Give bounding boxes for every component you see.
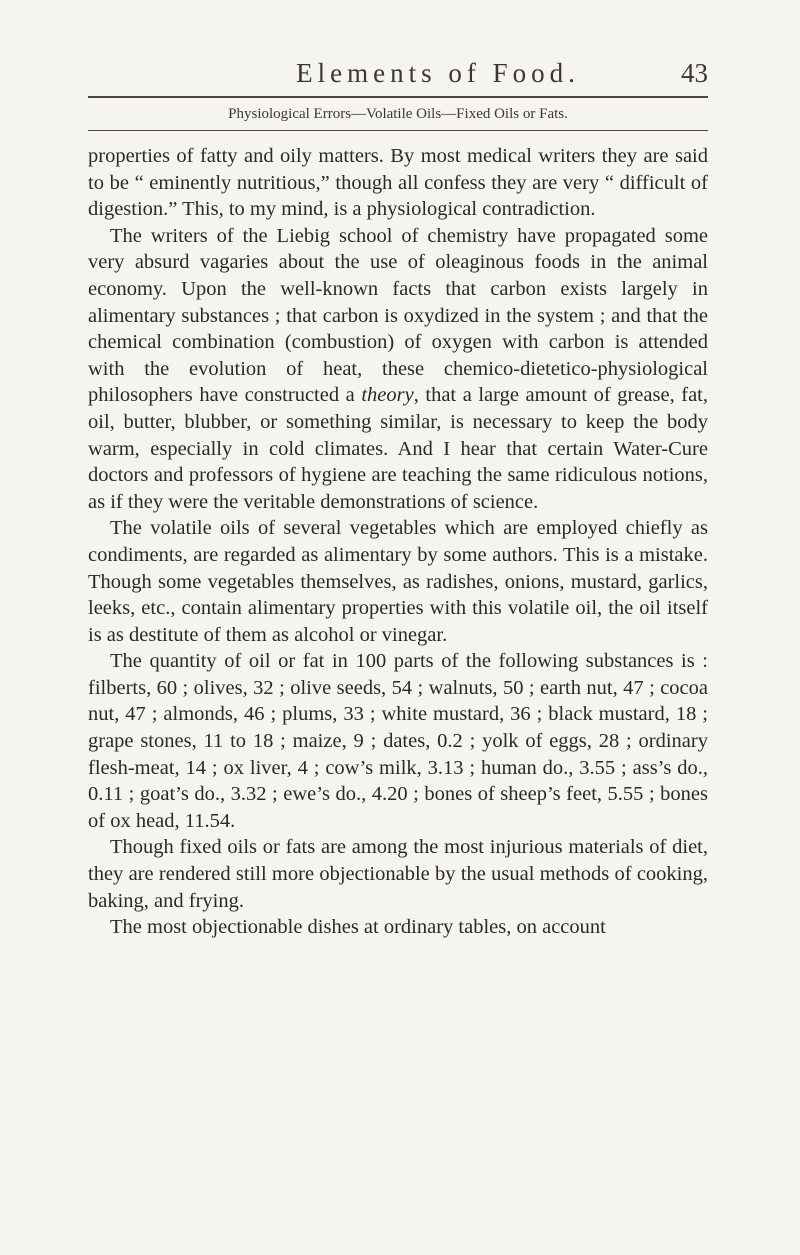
running-title: Elements of Food. <box>296 58 580 88</box>
section-rule <box>88 130 708 131</box>
book-page <box>88 58 708 941</box>
paragraph-5: Though fixed oils or fats are among the most injurious materials of diet, they are rendered still more objectionable by the usual methods of cooking, baking, and frying. <box>88 836 708 912</box>
paragraph-1: properties of fatty and oily matters. By most medical writers they are said to be “ eminently nutritious,” though all confess they are very “ difficult of digestion.” This, to my mind, is a physiological contradiction. <box>88 145 708 221</box>
section-heading: Physiological Errors—Volatile Oils—Fixed Oils or Fats. <box>228 106 568 122</box>
running-head <box>88 58 708 96</box>
body-text <box>88 143 708 941</box>
paragraph-2-before: The writers of the Liebig school of chemistry have propagated some very absurd vagaries about the use of oleaginous foods in the animal economy. Upon the well-known facts that carbon exists largely in alimentary substances ; that carbon is oxydized in the system ; and that the chemical combination (combustion) of oxygen with carbon is attended with the evolution of heat, these chemico-dietetico-physiological philosophers have constructed a <box>88 224 708 407</box>
paragraph-2-emphasis: theory <box>361 384 414 407</box>
paragraph-2-after: , that a large amount of grease, fat, oil, butter, blubber, or something similar, is necessary to keep the body warm, especially in cold climates. And I hear that certain Water-Cure doctors and professors of hygiene are teaching the same ridiculous notions, as if they were the veritable demonstrations of science. <box>88 384 709 513</box>
paragraph-3: The volatile oils of several vegetables which are employed chiefly as condiments, are regarded as alimentary by some authors. This is a mistake. Though some vegetables themselves, as radishes, onions, mustard, garlics, leeks, etc., contain alimentary properties with this volatile oil, the oil itself is as destitute of them as alcohol or vinegar. <box>88 517 708 646</box>
paragraph-4: The quantity of oil or fat in 100 parts of the following substances is : filberts, 60 ; olives, 32 ; olive seeds, 54 ; walnuts, 50 ; earth nut, 47 ; cocoa nut, 47 ; almonds, 46 ; plums, 33 ; white mustard, 36 ; black mustard, 18 ; grape stones, 11 to 18 ; maize, 9 ; dates, 0.2 ; yolk of eggs, 28 ; ordinary flesh-meat, 14 ; ox liver, 4 ; cow’s milk, 3.13 ; human do., 3.55 ; ass’s do., 0.11 ; goat’s do., 3.32 ; ewe’s do., 4.20 ; bones of sheep’s feet, 5.55 ; bones of ox head, 11.54. <box>88 650 708 832</box>
header-rule <box>88 96 708 98</box>
paragraph-2 <box>88 223 708 516</box>
paragraph-6: The most objectionable dishes at ordinary tables, on account <box>110 916 606 939</box>
page-number: 43 <box>681 58 708 88</box>
